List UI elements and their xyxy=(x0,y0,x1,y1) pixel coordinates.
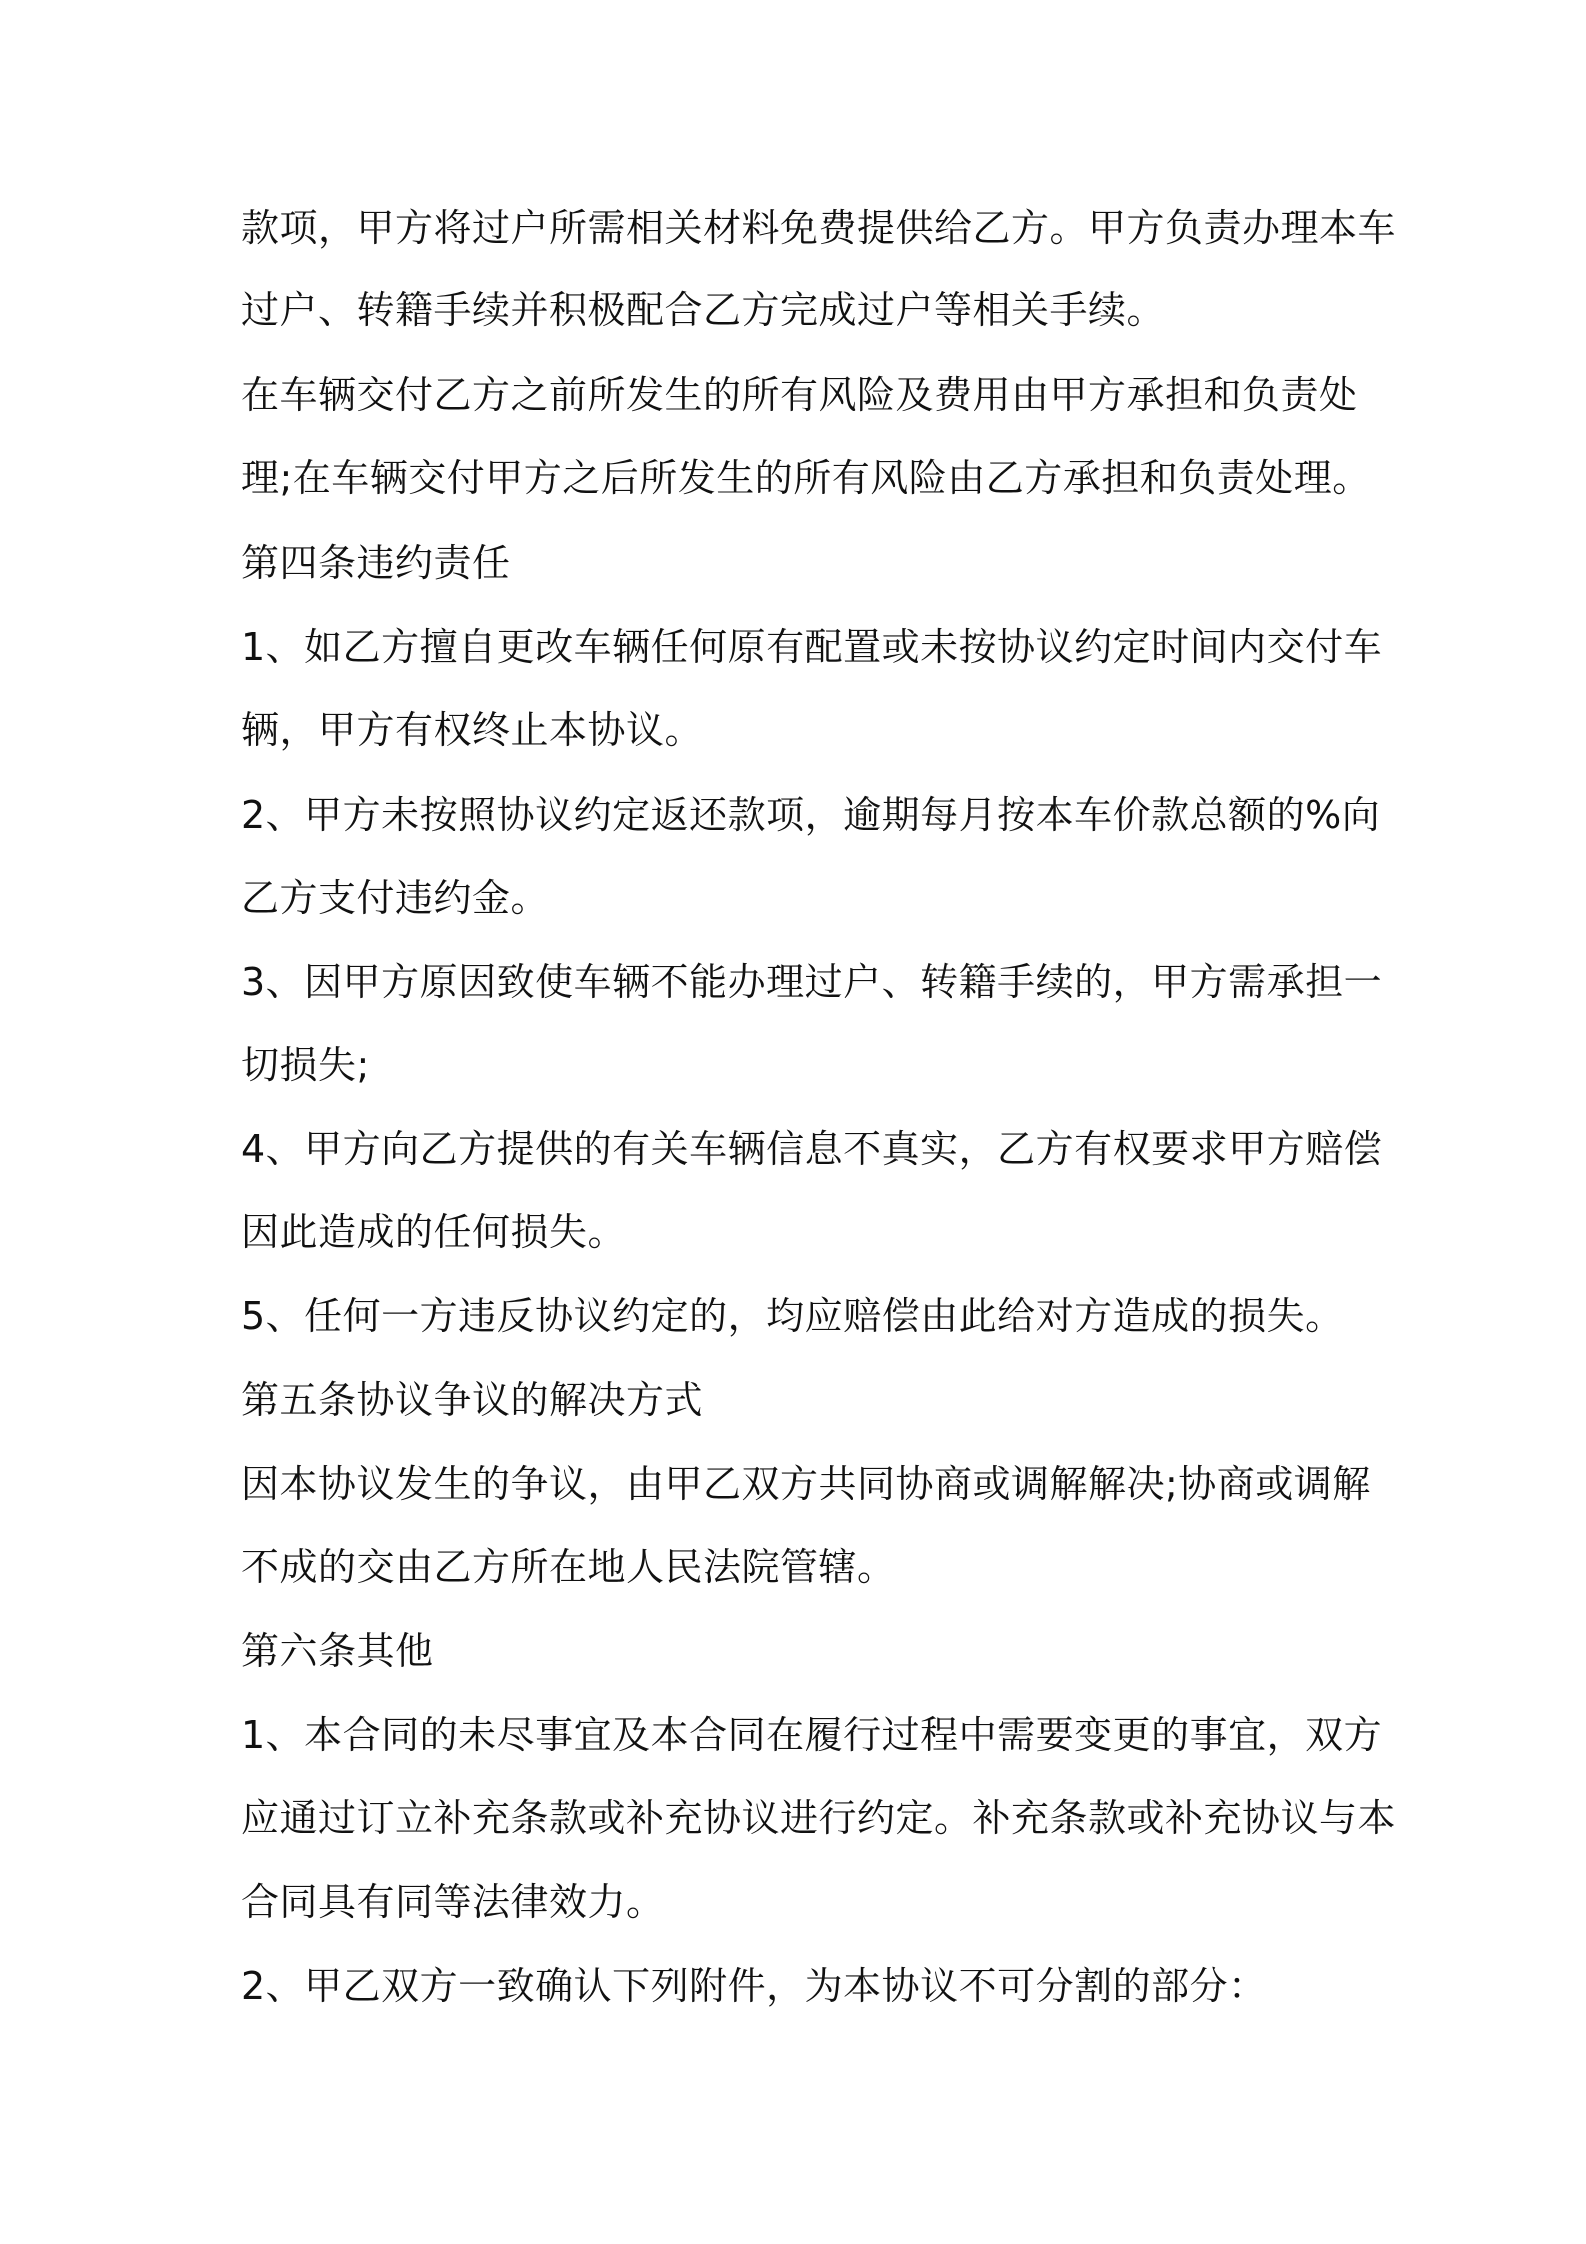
text-line: 辆，甲方有权终止本协议。 xyxy=(241,708,704,752)
text-line: 切损失; xyxy=(241,1043,370,1087)
text-line: 过户、转籍手续并积极配合乙方完成过户等相关手续。 xyxy=(241,288,1166,332)
text-line: 在车辆交付乙方之前所发生的所有风险及费用由甲方承担和负责处 xyxy=(241,373,1358,417)
text-line: 4、甲方向乙方提供的有关车辆信息不真实，乙方有权要求甲方赔偿 xyxy=(241,1127,1383,1171)
text-line: 因本协议发生的争议，由甲乙双方共同协商或调解解决;协商或调解 xyxy=(241,1462,1371,1506)
text-line: 合同具有同等法律效力。 xyxy=(241,1880,665,1924)
text-line: 应通过订立补充条款或补充协议进行约定。补充条款或补充协议与本 xyxy=(241,1796,1397,1840)
text-line: 1、如乙方擅自更改车辆任何原有配置或未按协议约定时间内交付车 xyxy=(241,625,1383,669)
text-line: 款项，甲方将过户所需相关材料免费提供给乙方。甲方负责办理本车 xyxy=(241,206,1397,250)
text-line: 理;在车辆交付甲方之后所发生的所有风险由乙方承担和负责处理。 xyxy=(241,456,1371,500)
section-heading: 第六条其他 xyxy=(241,1629,434,1673)
section-heading: 第四条违约责任 xyxy=(241,541,511,585)
section-heading: 第五条协议争议的解决方式 xyxy=(241,1378,704,1422)
text-line: 2、甲方未按照协议约定返还款项，逾期每月按本车价款总额的%向 xyxy=(241,793,1381,837)
text-line: 3、因甲方原因致使车辆不能办理过户、转籍手续的，甲方需承担一 xyxy=(241,960,1383,1004)
text-line: 不成的交由乙方所在地人民法院管辖。 xyxy=(241,1545,896,1589)
text-line: 1、本合同的未尽事宜及本合同在履行过程中需要变更的事宜，双方 xyxy=(241,1713,1383,1757)
text-line: 因此造成的任何损失。 xyxy=(241,1210,627,1254)
text-line: 乙方支付违约金。 xyxy=(241,876,550,920)
text-line: 5、任何一方违反协议约定的，均应赔偿由此给对方造成的损失。 xyxy=(241,1294,1344,1338)
text-line: 2、甲乙双方一致确认下列附件，为本协议不可分割的部分： xyxy=(241,1964,1267,2008)
